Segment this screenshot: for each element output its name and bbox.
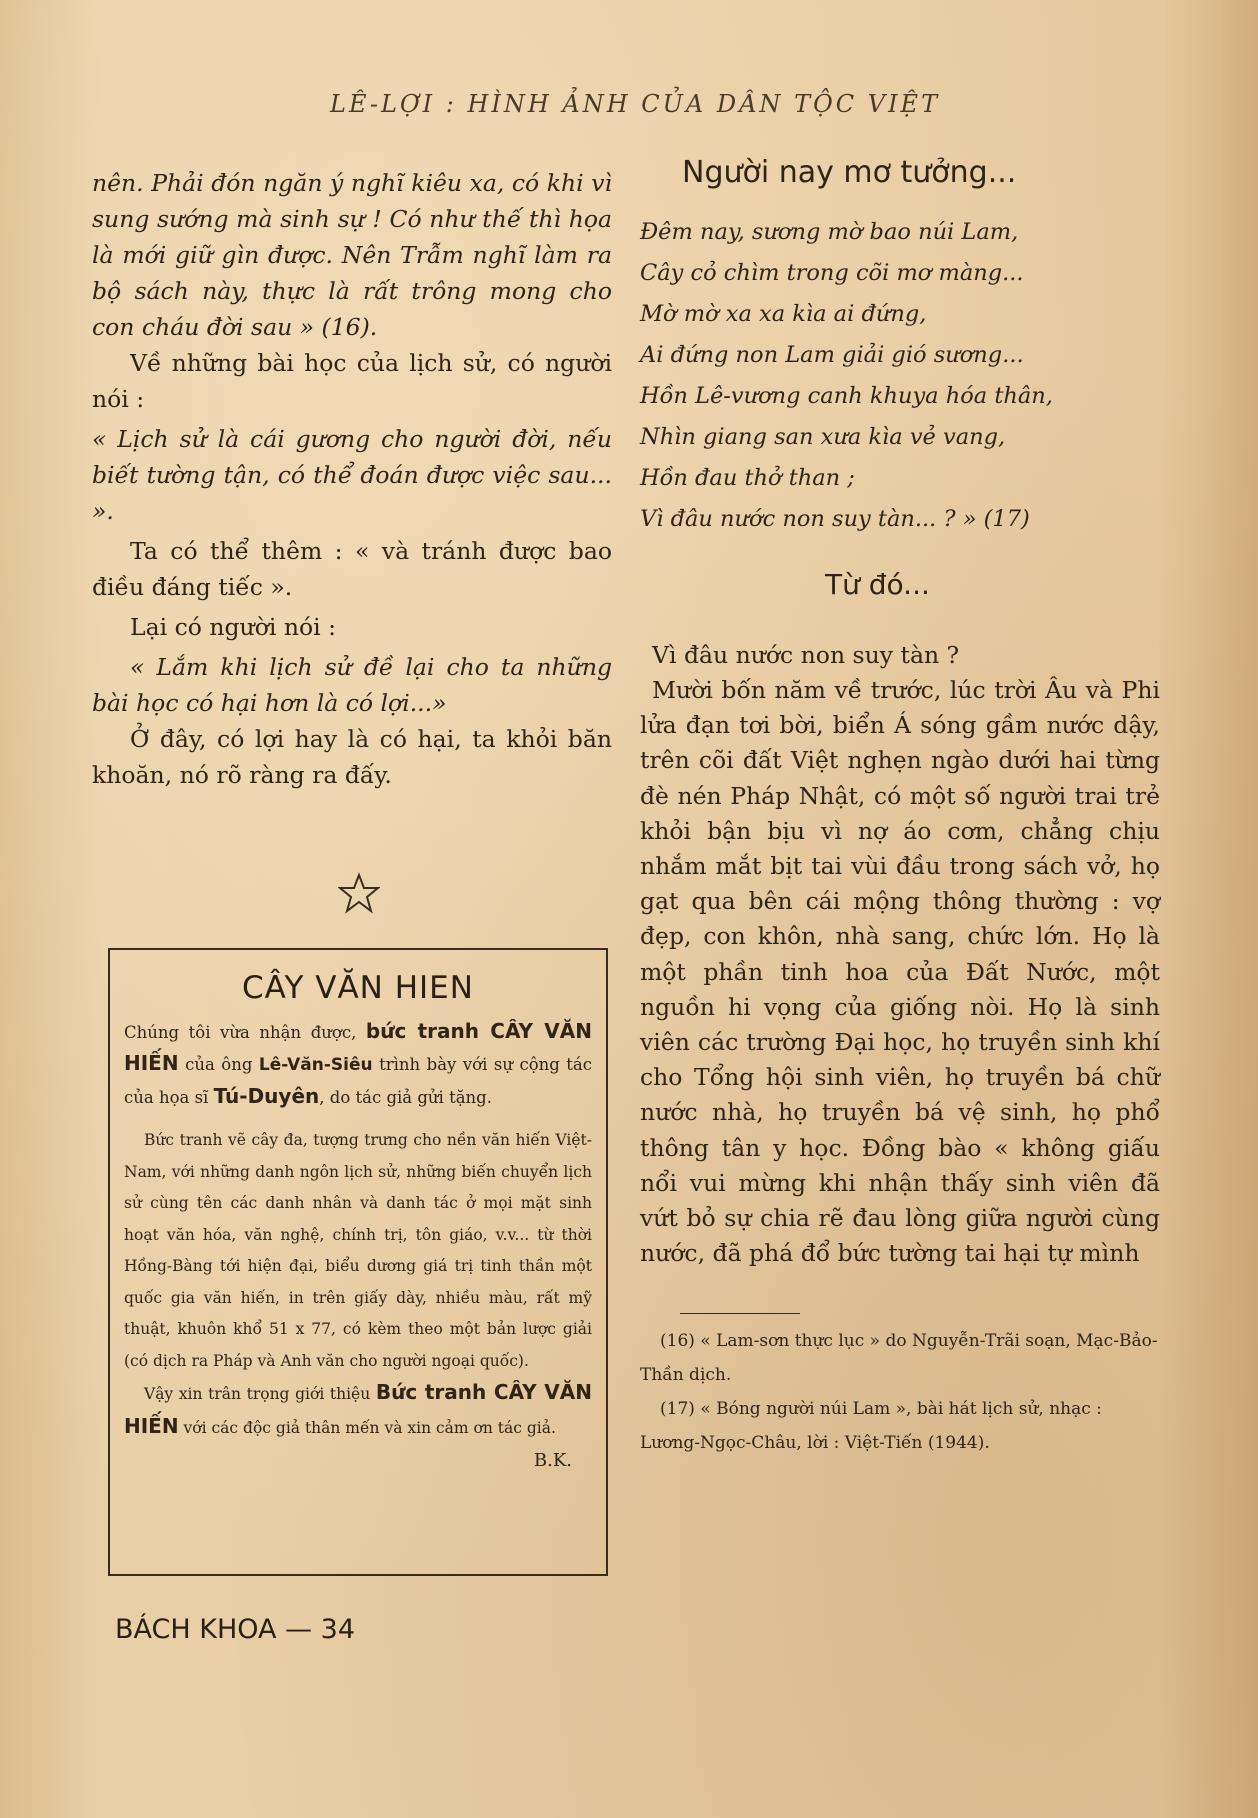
box-text: Chúng tôi vừa nhận được,: [124, 1023, 357, 1042]
body-paragraph: Mười bốn năm về trước, lúc trời Âu và Phi lửa đạn tơi bời, biển Á sóng gầm nước dậy, trên cõi đất Việt nghẹn ngào dưới hai từng đè nén Pháp Nhật, có một số người trai trẻ khỏi bận bịu vì nợ áo cơm, chẳng chịu nhắm mắt bịt tai vùi đầu trong sách vở, họ gạt qua bên cái mộng thông thường : vợ đẹp, con khôn, nhà sang, chức lớn. Họ là một phần tinh hoa của Đất Nước, một nguồn hi vọng của giống nòi. Họ là sinh viên các trường Đại học, họ truyền sinh khí cho Tổng hội sinh viên, họ truyền bá chữ nước nhà, họ truyền bá vệ sinh, họ phổ thông tân y học. Đồng bào « không giấu nổi vui mừng khi nhận thấy sinh viên đã vứt bỏ sự chia rẽ đau lòng giữa người cùng nước, đã phá đổ bức tường tai hại tự mình: [640, 676, 1160, 1268]
box-text: Vậy xin trân trọng giới thiệu: [144, 1385, 371, 1403]
painting-name: bức tranh CÂY VĂN HIẾN: [124, 1019, 592, 1075]
paragraph: Về những bài học của lịch sử, có người nói :: [92, 349, 612, 413]
poem-line: Hồn Lê-vương canh khuya hóa thân,: [640, 383, 1053, 409]
box-closing: [124, 1377, 592, 1444]
poem-title: Người nay mơ tưởng...: [682, 155, 1017, 190]
painting-name: Bức tranh CÂY VĂN HIẾN: [124, 1380, 592, 1438]
left-column: [92, 165, 612, 793]
question-line: Vì đâu nước non suy tàn ?: [652, 641, 960, 669]
quote-continuation: nên. Phải đón ngăn ý nghĩ kiêu xa, có khi vì sung sướng mà sinh sự ! Có như thế thì họa là mới giữ gìn được. Nên Trẫm nghĩ làm ra bộ sách này, thực là rất trông mong cho con cháu đời sau » (16).: [92, 169, 612, 341]
poem-line: Hồn đau thở than ;: [640, 465, 855, 491]
poem-line: Ai đứng non Lam giải gió sương...: [640, 342, 1024, 368]
poem: [640, 212, 1160, 540]
box-text: của ông: [185, 1055, 253, 1074]
box-text: trình bày với sự cộng tác của họa sĩ: [124, 1055, 593, 1107]
box-text: với các độc giả thân mến và xin cảm ơn tác giả.: [183, 1418, 556, 1437]
poem-line: Vì đâu nước non suy tàn... ? » (17): [640, 506, 1030, 532]
quote: « Lắm khi lịch sử đề lại cho ta những bài học có hại hơn là có lợi...»: [92, 653, 612, 717]
footnote-rule: [680, 1313, 800, 1314]
poem-line: Đêm nay, sương mờ bao núi Lam,: [640, 219, 1019, 245]
box-description: Bức tranh vẽ cây đa, tượng trưng cho nền văn hiến Việt-Nam, với những danh ngôn lịch sử, những biến chuyển lịch sử cùng tên các danh nhân và danh tác ở mọi mặt sinh hoạt văn hóa, văn nghệ, chính trị, tôn giáo, v.v... từ thời Hồng-Bàng tới hiện đại, biểu dương giá trị tinh thần một quốc gia văn hiến, in trên giấy dày, nhiều màu, rất mỹ thuật, khuôn khổ 51 x 77, có kèm theo một bản lược giải (có dịch ra Pháp và Anh văn cho người ngoại quốc).: [124, 1131, 592, 1370]
section-title: Từ đó...: [825, 568, 930, 601]
box-signature: B.K.: [533, 1450, 572, 1471]
paragraph: Ở đây, có lợi hay là có hại, ta khỏi băn khoăn, nó rõ ràng ra đấy.: [92, 725, 612, 789]
star-ornament-icon: [338, 872, 380, 914]
author-name: Lê-Văn-Siêu: [258, 1055, 373, 1075]
page-footer: BÁCH KHOA — 34: [115, 1614, 356, 1645]
poem-line: Nhìn giang san xưa kìa vẻ vang,: [640, 424, 1006, 450]
box-intro: [124, 1016, 592, 1113]
paragraph: Lại có người nói :: [130, 613, 337, 641]
footnote-17: (17) « Bóng người núi Lam », bài hát lịch sử, nhạc : Lương-Ngọc-Châu, lời : Việt-Tiến (1944).: [640, 1399, 1102, 1454]
artist-name: Tú-Duyên: [213, 1084, 320, 1108]
box-text: , do tác giả gửi tặng.: [319, 1088, 492, 1107]
announcement-box: [108, 948, 608, 1576]
quote: « Lịch sử là cái gương cho người đời, nếu biết tường tận, có thể đoán được việc sau... ».: [92, 425, 612, 525]
paragraph: Ta có thể thêm : « và tránh được bao điều đáng tiếc ».: [92, 537, 612, 601]
box-title: CÂY VĂN HIEN: [242, 970, 474, 1006]
footnote-16: (16) « Lam-sơn thực lục » do Nguyễn-Trãi soạn, Mạc-Bảo-Thần dịch.: [640, 1331, 1158, 1386]
poem-line: Cây cỏ chìm trong cõi mơ màng...: [640, 260, 1024, 286]
right-column: [640, 155, 1160, 1460]
running-header: LÊ-LỢI : HÌNH ẢNH CỦA DÂN TỘC VIỆT: [330, 90, 941, 118]
poem-line: Mờ mờ xa xa kìa ai đứng,: [640, 301, 927, 327]
